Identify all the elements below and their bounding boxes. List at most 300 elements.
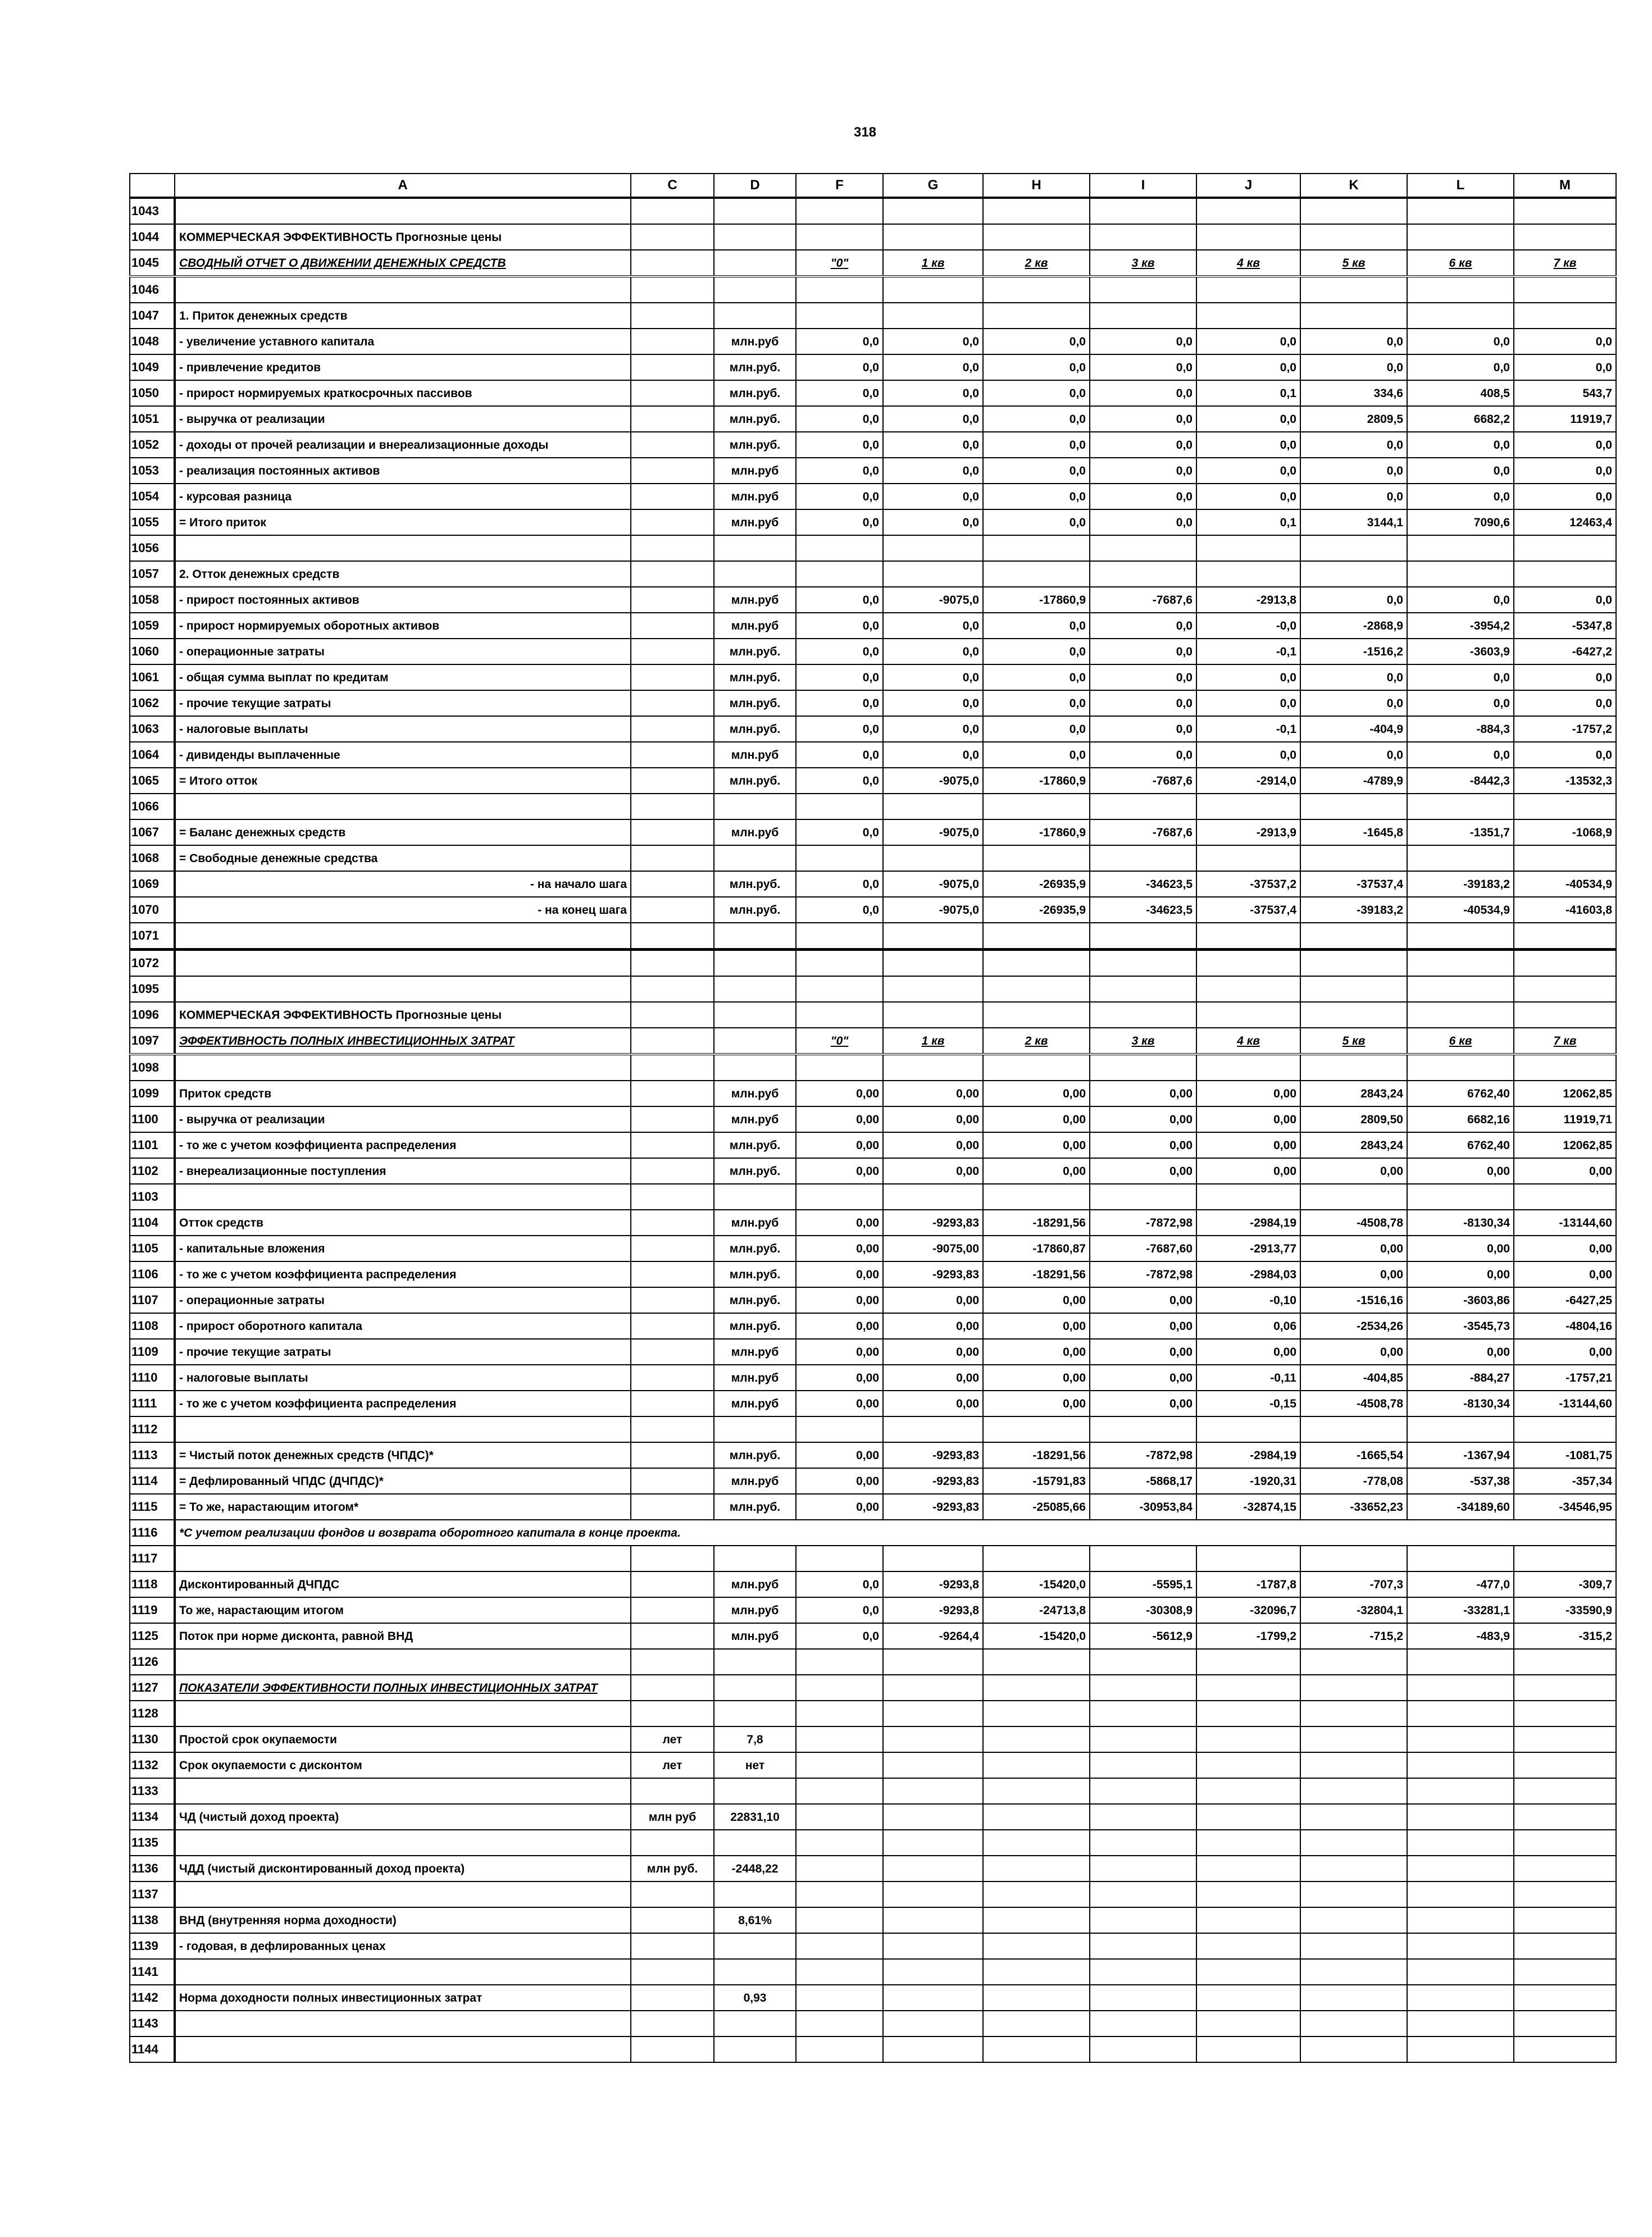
cell-g[interactable]: [883, 1675, 983, 1701]
label-cell[interactable]: = Свободные денежные средства: [175, 845, 631, 871]
cell-h[interactable]: -18291,56: [983, 1261, 1090, 1287]
cell-l[interactable]: [1407, 923, 1514, 950]
cell-l[interactable]: [1407, 1804, 1514, 1830]
row-number[interactable]: 1119: [130, 1597, 175, 1623]
cell-m[interactable]: 0,0: [1514, 690, 1616, 716]
label-cell[interactable]: Дисконтированный ДЧПДС: [175, 1571, 631, 1597]
cell-i[interactable]: 3 кв: [1090, 1028, 1196, 1054]
row-number[interactable]: 1109: [130, 1339, 175, 1365]
cell-i[interactable]: [1090, 1778, 1196, 1804]
column-header-l[interactable]: L: [1407, 174, 1514, 198]
cell-l[interactable]: 0,00: [1407, 1158, 1514, 1184]
cell-g[interactable]: [883, 535, 983, 561]
cell-i[interactable]: 0,0: [1090, 639, 1196, 664]
cell-i[interactable]: -7687,6: [1090, 768, 1196, 794]
cell-i[interactable]: 0,0: [1090, 509, 1196, 535]
cell-k[interactable]: -707,3: [1300, 1571, 1407, 1597]
cell-h[interactable]: -17860,9: [983, 819, 1090, 845]
cell-c[interactable]: [631, 1158, 714, 1184]
cell-f[interactable]: [796, 198, 883, 224]
cell-l[interactable]: [1407, 845, 1514, 871]
cell-j[interactable]: -0,10: [1196, 1287, 1300, 1313]
cell-i[interactable]: [1090, 303, 1196, 329]
cell-h[interactable]: [983, 1856, 1090, 1881]
label-cell[interactable]: Приток средств: [175, 1081, 631, 1106]
cell-i[interactable]: -34623,5: [1090, 897, 1196, 923]
cell-g[interactable]: [883, 1752, 983, 1778]
cell-c[interactable]: [631, 1907, 714, 1933]
cell-h[interactable]: [983, 276, 1090, 303]
cell-k[interactable]: [1300, 2036, 1407, 2062]
cell-i[interactable]: -5612,9: [1090, 1623, 1196, 1649]
cell-d[interactable]: млн.руб.: [714, 354, 796, 380]
cell-i[interactable]: -30953,84: [1090, 1494, 1196, 1520]
column-header-c[interactable]: C: [631, 174, 714, 198]
cell-j[interactable]: 0,0: [1196, 690, 1300, 716]
label-cell[interactable]: [175, 1416, 631, 1442]
label-cell[interactable]: [175, 794, 631, 819]
cell-k[interactable]: 5 кв: [1300, 1028, 1407, 1054]
cell-d[interactable]: [714, 1184, 796, 1210]
cell-h[interactable]: [983, 198, 1090, 224]
row-number[interactable]: 1050: [130, 380, 175, 406]
cell-f[interactable]: [796, 1778, 883, 1804]
cell-c[interactable]: [631, 561, 714, 587]
cell-d[interactable]: [714, 2011, 796, 2036]
cell-f[interactable]: [796, 1856, 883, 1881]
cell-h[interactable]: 0,0: [983, 716, 1090, 742]
cell-c[interactable]: [631, 224, 714, 250]
cell-f[interactable]: 0,0: [796, 613, 883, 639]
cell-h[interactable]: -18291,56: [983, 1442, 1090, 1468]
cell-j[interactable]: [1196, 1416, 1300, 1442]
cell-k[interactable]: [1300, 535, 1407, 561]
row-number[interactable]: 1060: [130, 639, 175, 664]
label-cell[interactable]: [175, 976, 631, 1002]
cell-d[interactable]: [714, 561, 796, 587]
cell-g[interactable]: 0,00: [883, 1339, 983, 1365]
cell-g[interactable]: 0,00: [883, 1106, 983, 1132]
cell-f[interactable]: 0,0: [796, 484, 883, 509]
cell-d[interactable]: млн.руб: [714, 1468, 796, 1494]
cell-k[interactable]: [1300, 1546, 1407, 1571]
cell-k[interactable]: 2809,50: [1300, 1106, 1407, 1132]
cell-c[interactable]: [631, 2036, 714, 2062]
row-number[interactable]: 1111: [130, 1391, 175, 1416]
label-cell[interactable]: - дивиденды выплаченные: [175, 742, 631, 768]
cell-m[interactable]: -1757,2: [1514, 716, 1616, 742]
cell-c[interactable]: [631, 198, 714, 224]
row-number[interactable]: 1125: [130, 1623, 175, 1649]
cell-k[interactable]: 2843,24: [1300, 1081, 1407, 1106]
cell-d[interactable]: [714, 1675, 796, 1701]
cell-k[interactable]: [1300, 1416, 1407, 1442]
cell-h[interactable]: 0,0: [983, 509, 1090, 535]
cell-d[interactable]: млн.руб.: [714, 1158, 796, 1184]
cell-h[interactable]: 0,00: [983, 1365, 1090, 1391]
label-cell[interactable]: - реализация постоянных активов: [175, 458, 631, 484]
row-number[interactable]: 1055: [130, 509, 175, 535]
cell-k[interactable]: [1300, 1959, 1407, 1985]
cell-h[interactable]: [983, 1933, 1090, 1959]
cell-k[interactable]: [1300, 1701, 1407, 1726]
cell-l[interactable]: -884,27: [1407, 1365, 1514, 1391]
cell-h[interactable]: 0,0: [983, 639, 1090, 664]
cell-j[interactable]: -2984,19: [1196, 1210, 1300, 1236]
cell-k[interactable]: [1300, 845, 1407, 871]
cell-l[interactable]: -537,38: [1407, 1468, 1514, 1494]
cell-k[interactable]: [1300, 303, 1407, 329]
cell-g[interactable]: [883, 923, 983, 950]
cell-j[interactable]: [1196, 198, 1300, 224]
label-cell[interactable]: 1. Приток денежных средств: [175, 303, 631, 329]
row-number[interactable]: 1116: [130, 1520, 175, 1546]
cell-m[interactable]: -5347,8: [1514, 613, 1616, 639]
cell-m[interactable]: [1514, 1985, 1616, 2011]
cell-f[interactable]: 0,00: [796, 1158, 883, 1184]
cell-i[interactable]: -7687,6: [1090, 587, 1196, 613]
label-cell[interactable]: ЧД (чистый доход проекта): [175, 1804, 631, 1830]
label-cell[interactable]: = Итого отток: [175, 768, 631, 794]
cell-k[interactable]: [1300, 1752, 1407, 1778]
cell-i[interactable]: 0,0: [1090, 458, 1196, 484]
cell-m[interactable]: [1514, 561, 1616, 587]
cell-j[interactable]: [1196, 1933, 1300, 1959]
cell-f[interactable]: [796, 1752, 883, 1778]
cell-d[interactable]: млн.руб: [714, 329, 796, 354]
cell-h[interactable]: -26935,9: [983, 897, 1090, 923]
column-header-a[interactable]: A: [175, 174, 631, 198]
cell-k[interactable]: [1300, 224, 1407, 250]
cell-j[interactable]: [1196, 1830, 1300, 1856]
cell-i[interactable]: -7872,98: [1090, 1442, 1196, 1468]
cell-d[interactable]: млн.руб: [714, 1081, 796, 1106]
label-cell[interactable]: [175, 1701, 631, 1726]
cell-i[interactable]: 0,00: [1090, 1106, 1196, 1132]
row-number[interactable]: 1135: [130, 1830, 175, 1856]
cell-f[interactable]: [796, 1701, 883, 1726]
cell-j[interactable]: 0,00: [1196, 1132, 1300, 1158]
cell-c[interactable]: [631, 613, 714, 639]
cell-m[interactable]: -309,7: [1514, 1571, 1616, 1597]
cell-g[interactable]: -9293,83: [883, 1261, 983, 1287]
cell-k[interactable]: 3144,1: [1300, 509, 1407, 535]
cell-f[interactable]: 0,00: [796, 1494, 883, 1520]
cell-m[interactable]: 7 кв: [1514, 1028, 1616, 1054]
cell-d[interactable]: млн.руб.: [714, 380, 796, 406]
cell-f[interactable]: 0,0: [796, 432, 883, 458]
row-number[interactable]: 1118: [130, 1571, 175, 1597]
cell-i[interactable]: [1090, 1959, 1196, 1985]
cell-f[interactable]: 0,0: [796, 354, 883, 380]
cell-d[interactable]: [714, 303, 796, 329]
cell-c[interactable]: [631, 276, 714, 303]
cell-i[interactable]: [1090, 794, 1196, 819]
cell-h[interactable]: 0,0: [983, 329, 1090, 354]
label-cell[interactable]: Поток при норме дисконта, равной ВНД: [175, 1623, 631, 1649]
cell-j[interactable]: -0,0: [1196, 613, 1300, 639]
row-number[interactable]: 1098: [130, 1054, 175, 1081]
cell-i[interactable]: [1090, 1752, 1196, 1778]
cell-c[interactable]: [631, 1959, 714, 1985]
row-number[interactable]: 1068: [130, 845, 175, 871]
cell-j[interactable]: [1196, 976, 1300, 1002]
row-number[interactable]: 1141: [130, 1959, 175, 1985]
cell-c[interactable]: [631, 1339, 714, 1365]
cell-d[interactable]: млн.руб.: [714, 1287, 796, 1313]
cell-d[interactable]: млн.руб.: [714, 1132, 796, 1158]
cell-g[interactable]: 0,0: [883, 380, 983, 406]
cell-j[interactable]: [1196, 1649, 1300, 1675]
cell-d[interactable]: млн.руб.: [714, 716, 796, 742]
row-number[interactable]: 1127: [130, 1675, 175, 1701]
cell-l[interactable]: -3603,9: [1407, 639, 1514, 664]
cell-m[interactable]: 0,0: [1514, 432, 1616, 458]
cell-j[interactable]: [1196, 276, 1300, 303]
cell-d[interactable]: млн.руб.: [714, 1442, 796, 1468]
row-number[interactable]: 1051: [130, 406, 175, 432]
cell-f[interactable]: [796, 535, 883, 561]
cell-j[interactable]: [1196, 1856, 1300, 1881]
cell-h[interactable]: 0,00: [983, 1132, 1090, 1158]
cell-f[interactable]: 0,00: [796, 1236, 883, 1261]
cell-j[interactable]: -0,1: [1196, 639, 1300, 664]
label-cell[interactable]: - доходы от прочей реализации и внереализационные доходы: [175, 432, 631, 458]
cell-f[interactable]: [796, 1416, 883, 1442]
cell-k[interactable]: [1300, 976, 1407, 1002]
cell-h[interactable]: [983, 1184, 1090, 1210]
cell-l[interactable]: [1407, 1002, 1514, 1028]
cell-m[interactable]: -40534,9: [1514, 871, 1616, 897]
cell-g[interactable]: 0,00: [883, 1081, 983, 1106]
row-number[interactable]: 1069: [130, 871, 175, 897]
cell-f[interactable]: [796, 1985, 883, 2011]
cell-k[interactable]: 0,0: [1300, 742, 1407, 768]
label-cell[interactable]: [175, 1054, 631, 1081]
cell-i[interactable]: -7872,98: [1090, 1210, 1196, 1236]
cell-c[interactable]: млн руб: [631, 1804, 714, 1830]
cell-f[interactable]: 0,0: [796, 742, 883, 768]
cell-f[interactable]: [796, 224, 883, 250]
cell-g[interactable]: [883, 1804, 983, 1830]
cell-j[interactable]: -0,11: [1196, 1365, 1300, 1391]
cell-l[interactable]: [1407, 2036, 1514, 2062]
cell-i[interactable]: [1090, 950, 1196, 977]
cell-k[interactable]: [1300, 1778, 1407, 1804]
label-cell[interactable]: Отток средств: [175, 1210, 631, 1236]
cell-k[interactable]: -32804,1: [1300, 1597, 1407, 1623]
row-number[interactable]: 1046: [130, 276, 175, 303]
cell-c[interactable]: [631, 1210, 714, 1236]
cell-j[interactable]: -1920,31: [1196, 1468, 1300, 1494]
label-cell[interactable]: [175, 1184, 631, 1210]
cell-f[interactable]: 0,0: [796, 587, 883, 613]
cell-i[interactable]: 0,00: [1090, 1287, 1196, 1313]
cell-j[interactable]: [1196, 224, 1300, 250]
cell-k[interactable]: 2843,24: [1300, 1132, 1407, 1158]
cell-g[interactable]: 0,0: [883, 354, 983, 380]
cell-l[interactable]: [1407, 1184, 1514, 1210]
row-number[interactable]: 1054: [130, 484, 175, 509]
cell-l[interactable]: -477,0: [1407, 1571, 1514, 1597]
cell-m[interactable]: 0,0: [1514, 354, 1616, 380]
cell-m[interactable]: [1514, 1002, 1616, 1028]
label-cell[interactable]: 2. Отток денежных средств: [175, 561, 631, 587]
cell-j[interactable]: -37537,4: [1196, 897, 1300, 923]
cell-m[interactable]: -33590,9: [1514, 1597, 1616, 1623]
cell-l[interactable]: 0,0: [1407, 458, 1514, 484]
cell-h[interactable]: 0,00: [983, 1339, 1090, 1365]
cell-c[interactable]: [631, 484, 714, 509]
cell-f[interactable]: 0,0: [796, 819, 883, 845]
cell-m[interactable]: [1514, 845, 1616, 871]
cell-h[interactable]: [983, 1959, 1090, 1985]
cell-i[interactable]: [1090, 1856, 1196, 1881]
label-cell[interactable]: [175, 1830, 631, 1856]
row-number[interactable]: 1072: [130, 950, 175, 977]
cell-d[interactable]: [714, 535, 796, 561]
cell-i[interactable]: [1090, 1054, 1196, 1081]
cell-h[interactable]: [983, 976, 1090, 1002]
cell-j[interactable]: 0,00: [1196, 1106, 1300, 1132]
label-cell[interactable]: СВОДНЫЙ ОТЧЕТ О ДВИЖЕНИИ ДЕНЕЖНЫХ СРЕДСТВ: [175, 250, 631, 276]
cell-c[interactable]: [631, 1675, 714, 1701]
label-cell[interactable]: ЧДД (чистый дисконтированный доход проекта): [175, 1856, 631, 1881]
label-cell[interactable]: ПОКАЗАТЕЛИ ЭФФЕКТИВНОСТИ ПОЛНЫХ ИНВЕСТИЦИОННЫХ ЗАТРАТ: [175, 1675, 631, 1701]
cell-h[interactable]: [983, 1881, 1090, 1907]
cell-g[interactable]: -9075,0: [883, 768, 983, 794]
cell-d[interactable]: млн.руб: [714, 1571, 796, 1597]
cell-l[interactable]: [1407, 1830, 1514, 1856]
cell-c[interactable]: [631, 794, 714, 819]
cell-m[interactable]: [1514, 1726, 1616, 1752]
cell-h[interactable]: [983, 2011, 1090, 2036]
cell-i[interactable]: 0,0: [1090, 690, 1196, 716]
cell-k[interactable]: -404,85: [1300, 1365, 1407, 1391]
cell-j[interactable]: 0,0: [1196, 484, 1300, 509]
cell-i[interactable]: -5595,1: [1090, 1571, 1196, 1597]
cell-l[interactable]: [1407, 1856, 1514, 1881]
cell-g[interactable]: 0,0: [883, 690, 983, 716]
cell-h[interactable]: [983, 845, 1090, 871]
cell-m[interactable]: [1514, 2011, 1616, 2036]
cell-k[interactable]: [1300, 923, 1407, 950]
row-number[interactable]: 1061: [130, 664, 175, 690]
cell-d[interactable]: 0,93: [714, 1985, 796, 2011]
label-cell[interactable]: - то же с учетом коэффициента распределения: [175, 1132, 631, 1158]
cell-f[interactable]: 0,0: [796, 458, 883, 484]
cell-f[interactable]: [796, 1675, 883, 1701]
cell-h[interactable]: [983, 1649, 1090, 1675]
cell-h[interactable]: 0,00: [983, 1313, 1090, 1339]
cell-h[interactable]: 0,0: [983, 354, 1090, 380]
cell-m[interactable]: -34546,95: [1514, 1494, 1616, 1520]
cell-k[interactable]: -2534,26: [1300, 1313, 1407, 1339]
cell-d[interactable]: млн.руб.: [714, 1313, 796, 1339]
cell-i[interactable]: [1090, 1546, 1196, 1571]
cell-g[interactable]: -9075,0: [883, 897, 983, 923]
row-number[interactable]: 1095: [130, 976, 175, 1002]
label-cell[interactable]: - выручка от реализации: [175, 1106, 631, 1132]
cell-m[interactable]: [1514, 923, 1616, 950]
cell-k[interactable]: -778,08: [1300, 1468, 1407, 1494]
cell-g[interactable]: [883, 2036, 983, 2062]
label-cell[interactable]: То же, нарастающим итогом: [175, 1597, 631, 1623]
cell-i[interactable]: [1090, 1726, 1196, 1752]
cell-i[interactable]: -7687,6: [1090, 819, 1196, 845]
cell-l[interactable]: [1407, 976, 1514, 1002]
cell-l[interactable]: [1407, 1726, 1514, 1752]
cell-m[interactable]: -357,34: [1514, 1468, 1616, 1494]
cell-j[interactable]: -1799,2: [1196, 1623, 1300, 1649]
cell-f[interactable]: [796, 561, 883, 587]
cell-j[interactable]: 4 кв: [1196, 1028, 1300, 1054]
cell-i[interactable]: -7687,60: [1090, 1236, 1196, 1261]
cell-m[interactable]: 0,0: [1514, 329, 1616, 354]
cell-j[interactable]: -32096,7: [1196, 1597, 1300, 1623]
cell-m[interactable]: 0,0: [1514, 484, 1616, 509]
cell-j[interactable]: 0,0: [1196, 458, 1300, 484]
cell-j[interactable]: [1196, 923, 1300, 950]
cell-c[interactable]: [631, 1933, 714, 1959]
cell-g[interactable]: [883, 303, 983, 329]
cell-g[interactable]: [883, 198, 983, 224]
cell-j[interactable]: [1196, 1054, 1300, 1081]
cell-m[interactable]: [1514, 794, 1616, 819]
cell-f[interactable]: 0,00: [796, 1339, 883, 1365]
cell-m[interactable]: [1514, 1752, 1616, 1778]
cell-m[interactable]: [1514, 1701, 1616, 1726]
cell-l[interactable]: [1407, 794, 1514, 819]
cell-d[interactable]: [714, 923, 796, 950]
cell-k[interactable]: -2868,9: [1300, 613, 1407, 639]
cell-l[interactable]: 7090,6: [1407, 509, 1514, 535]
cell-c[interactable]: [631, 406, 714, 432]
cell-k[interactable]: 0,0: [1300, 329, 1407, 354]
cell-m[interactable]: 0,00: [1514, 1339, 1616, 1365]
cell-c[interactable]: [631, 250, 714, 276]
cell-k[interactable]: 0,00: [1300, 1261, 1407, 1287]
cell-m[interactable]: -13532,3: [1514, 768, 1616, 794]
cell-c[interactable]: [631, 1132, 714, 1158]
cell-l[interactable]: 6 кв: [1407, 1028, 1514, 1054]
cell-l[interactable]: -3545,73: [1407, 1313, 1514, 1339]
cell-c[interactable]: [631, 1778, 714, 1804]
cell-l[interactable]: -40534,9: [1407, 897, 1514, 923]
row-number[interactable]: 1048: [130, 329, 175, 354]
cell-m[interactable]: -1068,9: [1514, 819, 1616, 845]
cell-m[interactable]: [1514, 1054, 1616, 1081]
label-cell[interactable]: [175, 198, 631, 224]
cell-d[interactable]: 22831,10: [714, 1804, 796, 1830]
cell-d[interactable]: [714, 845, 796, 871]
cell-f[interactable]: 0,0: [796, 639, 883, 664]
cell-c[interactable]: [631, 897, 714, 923]
cell-d[interactable]: [714, 1649, 796, 1675]
cell-h[interactable]: -25085,66: [983, 1494, 1090, 1520]
cell-m[interactable]: -6427,25: [1514, 1287, 1616, 1313]
row-number[interactable]: 1128: [130, 1701, 175, 1726]
cell-k[interactable]: [1300, 1804, 1407, 1830]
cell-h[interactable]: [983, 1804, 1090, 1830]
cell-g[interactable]: 1 кв: [883, 1028, 983, 1054]
row-number[interactable]: 1070: [130, 897, 175, 923]
cell-j[interactable]: [1196, 845, 1300, 871]
cell-f[interactable]: [796, 2036, 883, 2062]
cell-k[interactable]: 0,0: [1300, 354, 1407, 380]
cell-d[interactable]: [714, 1546, 796, 1571]
cell-m[interactable]: 11919,7: [1514, 406, 1616, 432]
